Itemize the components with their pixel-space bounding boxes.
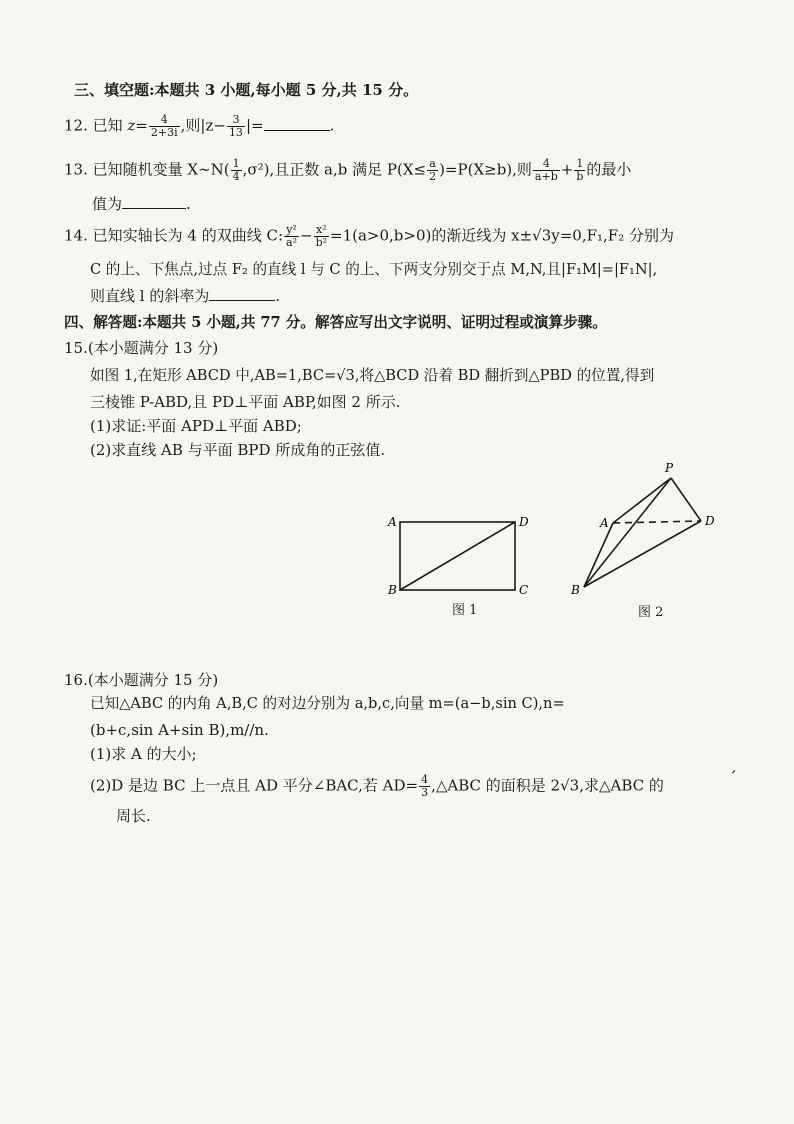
q12-abs-close: |=	[245, 116, 264, 135]
question-16-part1: (1)求 A 的大小;	[90, 745, 197, 763]
fig2-caption: 图 2	[638, 605, 664, 620]
question-14-line3	[90, 286, 280, 306]
fig1-label-d: D	[519, 515, 529, 529]
q13-part2: ,σ²),且正数 a,b 满足 P(X≤	[242, 160, 427, 179]
q12-fraction-2	[227, 114, 245, 139]
q13-frac2-num: a	[427, 158, 438, 171]
q12-z-eq: z=	[127, 116, 148, 135]
question-15-line2: 三棱锥 P-ABD,且 PD⊥平面 ABP,如图 2 所示.	[90, 393, 401, 411]
q12-frac2-den: 13	[228, 126, 243, 139]
q14-answer-blank[interactable]	[209, 286, 275, 301]
question-15-header: 15.(本小题满分 13 分)	[64, 339, 219, 357]
section4-heading: 四、解答题:本题共 5 小题,共 77 分。解答应写出文字说明、证明过程或演算步骤。	[64, 314, 607, 331]
question-14-line2: C 的上、下焦点,过点 F₂ 的直线 l 与 C 的上、下两支分别交于点 M,N,且|F₁M|=|F₁N|,	[90, 261, 658, 278]
q14-fracx-num: x²	[314, 224, 329, 237]
q13-frac3-num: 4	[533, 158, 560, 171]
q13-frac4-num: 1	[574, 158, 585, 171]
fig1-diagonal-bd	[400, 522, 515, 590]
question-13	[64, 158, 631, 183]
section3-heading: 三、填空题:本题共 3 小题,每小题 5 分,共 15 分。	[74, 81, 419, 99]
q14-line3-end: .	[275, 287, 281, 305]
q12-prefix: 12. 已知	[64, 116, 128, 135]
question-12	[64, 114, 334, 139]
q13-frac1-num: 1	[232, 157, 240, 170]
question-16-header: 16.(本小题满分 15 分)	[64, 671, 219, 689]
q14-minus: −	[299, 226, 313, 245]
q14-fraction-x	[314, 224, 329, 249]
q13-frac1-den: 4	[232, 170, 240, 183]
stray-mark: ,	[730, 759, 741, 777]
question-15-line1: 如图 1,在矩形 ABCD 中,AB=1,BC=√3,将△BCD 沿着 BD 翻折到△PBD 的位置,得到	[90, 367, 655, 384]
q14-fracy-den: a²	[286, 236, 297, 249]
q14-line1-a: 14. 已知实轴长为 4 的双曲线 C:	[64, 226, 284, 245]
question-13-line2	[92, 194, 191, 214]
q12-end: .	[329, 116, 335, 135]
q16-frac-num: 4	[421, 773, 429, 786]
q16-frac-den: 3	[421, 786, 429, 799]
fig2-label-b: B	[571, 583, 580, 597]
fig2-edge-ap	[613, 478, 671, 523]
figure-1-rectangle	[380, 505, 540, 605]
fig2-edge-bd	[584, 521, 701, 587]
q13-fraction-2	[427, 158, 438, 183]
figure-2-tetrahedron	[565, 460, 725, 600]
q13-tail: 的最小	[586, 160, 632, 179]
q12-answer-blank[interactable]	[264, 116, 330, 131]
question-14	[64, 224, 674, 249]
q12-abs-open: |z−	[200, 116, 226, 135]
fig2-label-d: D	[705, 514, 715, 528]
q13-frac3-den: a+b	[534, 170, 558, 183]
q13-frac2-den: 2	[429, 170, 437, 183]
q12-fraction-1	[149, 114, 180, 139]
fig2-edge-bp	[584, 478, 671, 587]
q13-answer-blank[interactable]	[122, 194, 186, 209]
q16-fraction	[419, 774, 430, 799]
question-16-line1: 已知△ABC 的内角 A,B,C 的对边分别为 a,b,c,向量 m=(a−b,sin C),n=	[90, 695, 565, 712]
fig1-label-b: B	[388, 583, 397, 597]
q12-frac1-den: 2+3i	[150, 126, 178, 139]
fig2-label-p: P	[665, 461, 674, 475]
q13-fraction-1	[231, 158, 242, 183]
fig1-label-a: A	[388, 515, 397, 529]
q14-line1-b: =1(a>0,b>0)的渐近线为 x±√3y=0,F₁,F₂ 分别为	[330, 226, 674, 245]
question-16-line2: (b+c,sin A+sin B),m//n.	[90, 721, 269, 739]
q13-line2-text: 值为	[92, 195, 123, 213]
q13-plus: +	[560, 160, 574, 179]
q12-frac2-num: 3	[227, 114, 245, 127]
q14-fracy-num: y²	[284, 224, 299, 237]
q12-frac1-num: 4	[149, 114, 180, 127]
q13-fraction-3	[533, 158, 560, 183]
fig1-caption: 图 1	[452, 603, 478, 618]
question-16-part2-line2: 周长.	[116, 807, 151, 825]
q13-line2-end: .	[186, 195, 191, 213]
q14-line3-text: 则直线 l 的斜率为	[90, 287, 210, 305]
fig1-label-c: C	[519, 583, 529, 597]
q12-mid: ,则	[180, 116, 201, 135]
q13-fraction-4	[574, 158, 585, 183]
q14-fraction-y	[284, 224, 299, 249]
q16-part2-a: (2)D 是边 BC 上一点且 AD 平分∠BAC,若 AD=	[90, 776, 419, 795]
question-16-part2	[90, 774, 664, 799]
q14-fracx-den: b²	[315, 236, 328, 249]
question-15-part1: (1)求证:平面 APD⊥平面 ABD;	[90, 417, 302, 435]
fig2-edge-ad-hidden	[613, 521, 701, 523]
q13-frac4-den: b	[576, 170, 584, 183]
q13-part3: )=P(X≥b),则	[439, 160, 532, 179]
fig2-edge-pd	[671, 478, 701, 521]
q13-prefix: 13. 已知随机变量 X∼N(	[64, 160, 230, 179]
q16-part2-b: ,△ABC 的面积是 2√3,求△ABC 的	[431, 776, 664, 795]
fig2-label-a: A	[600, 516, 609, 530]
question-15-part2: (2)求直线 AB 与平面 BPD 所成角的正弦值.	[90, 441, 386, 459]
